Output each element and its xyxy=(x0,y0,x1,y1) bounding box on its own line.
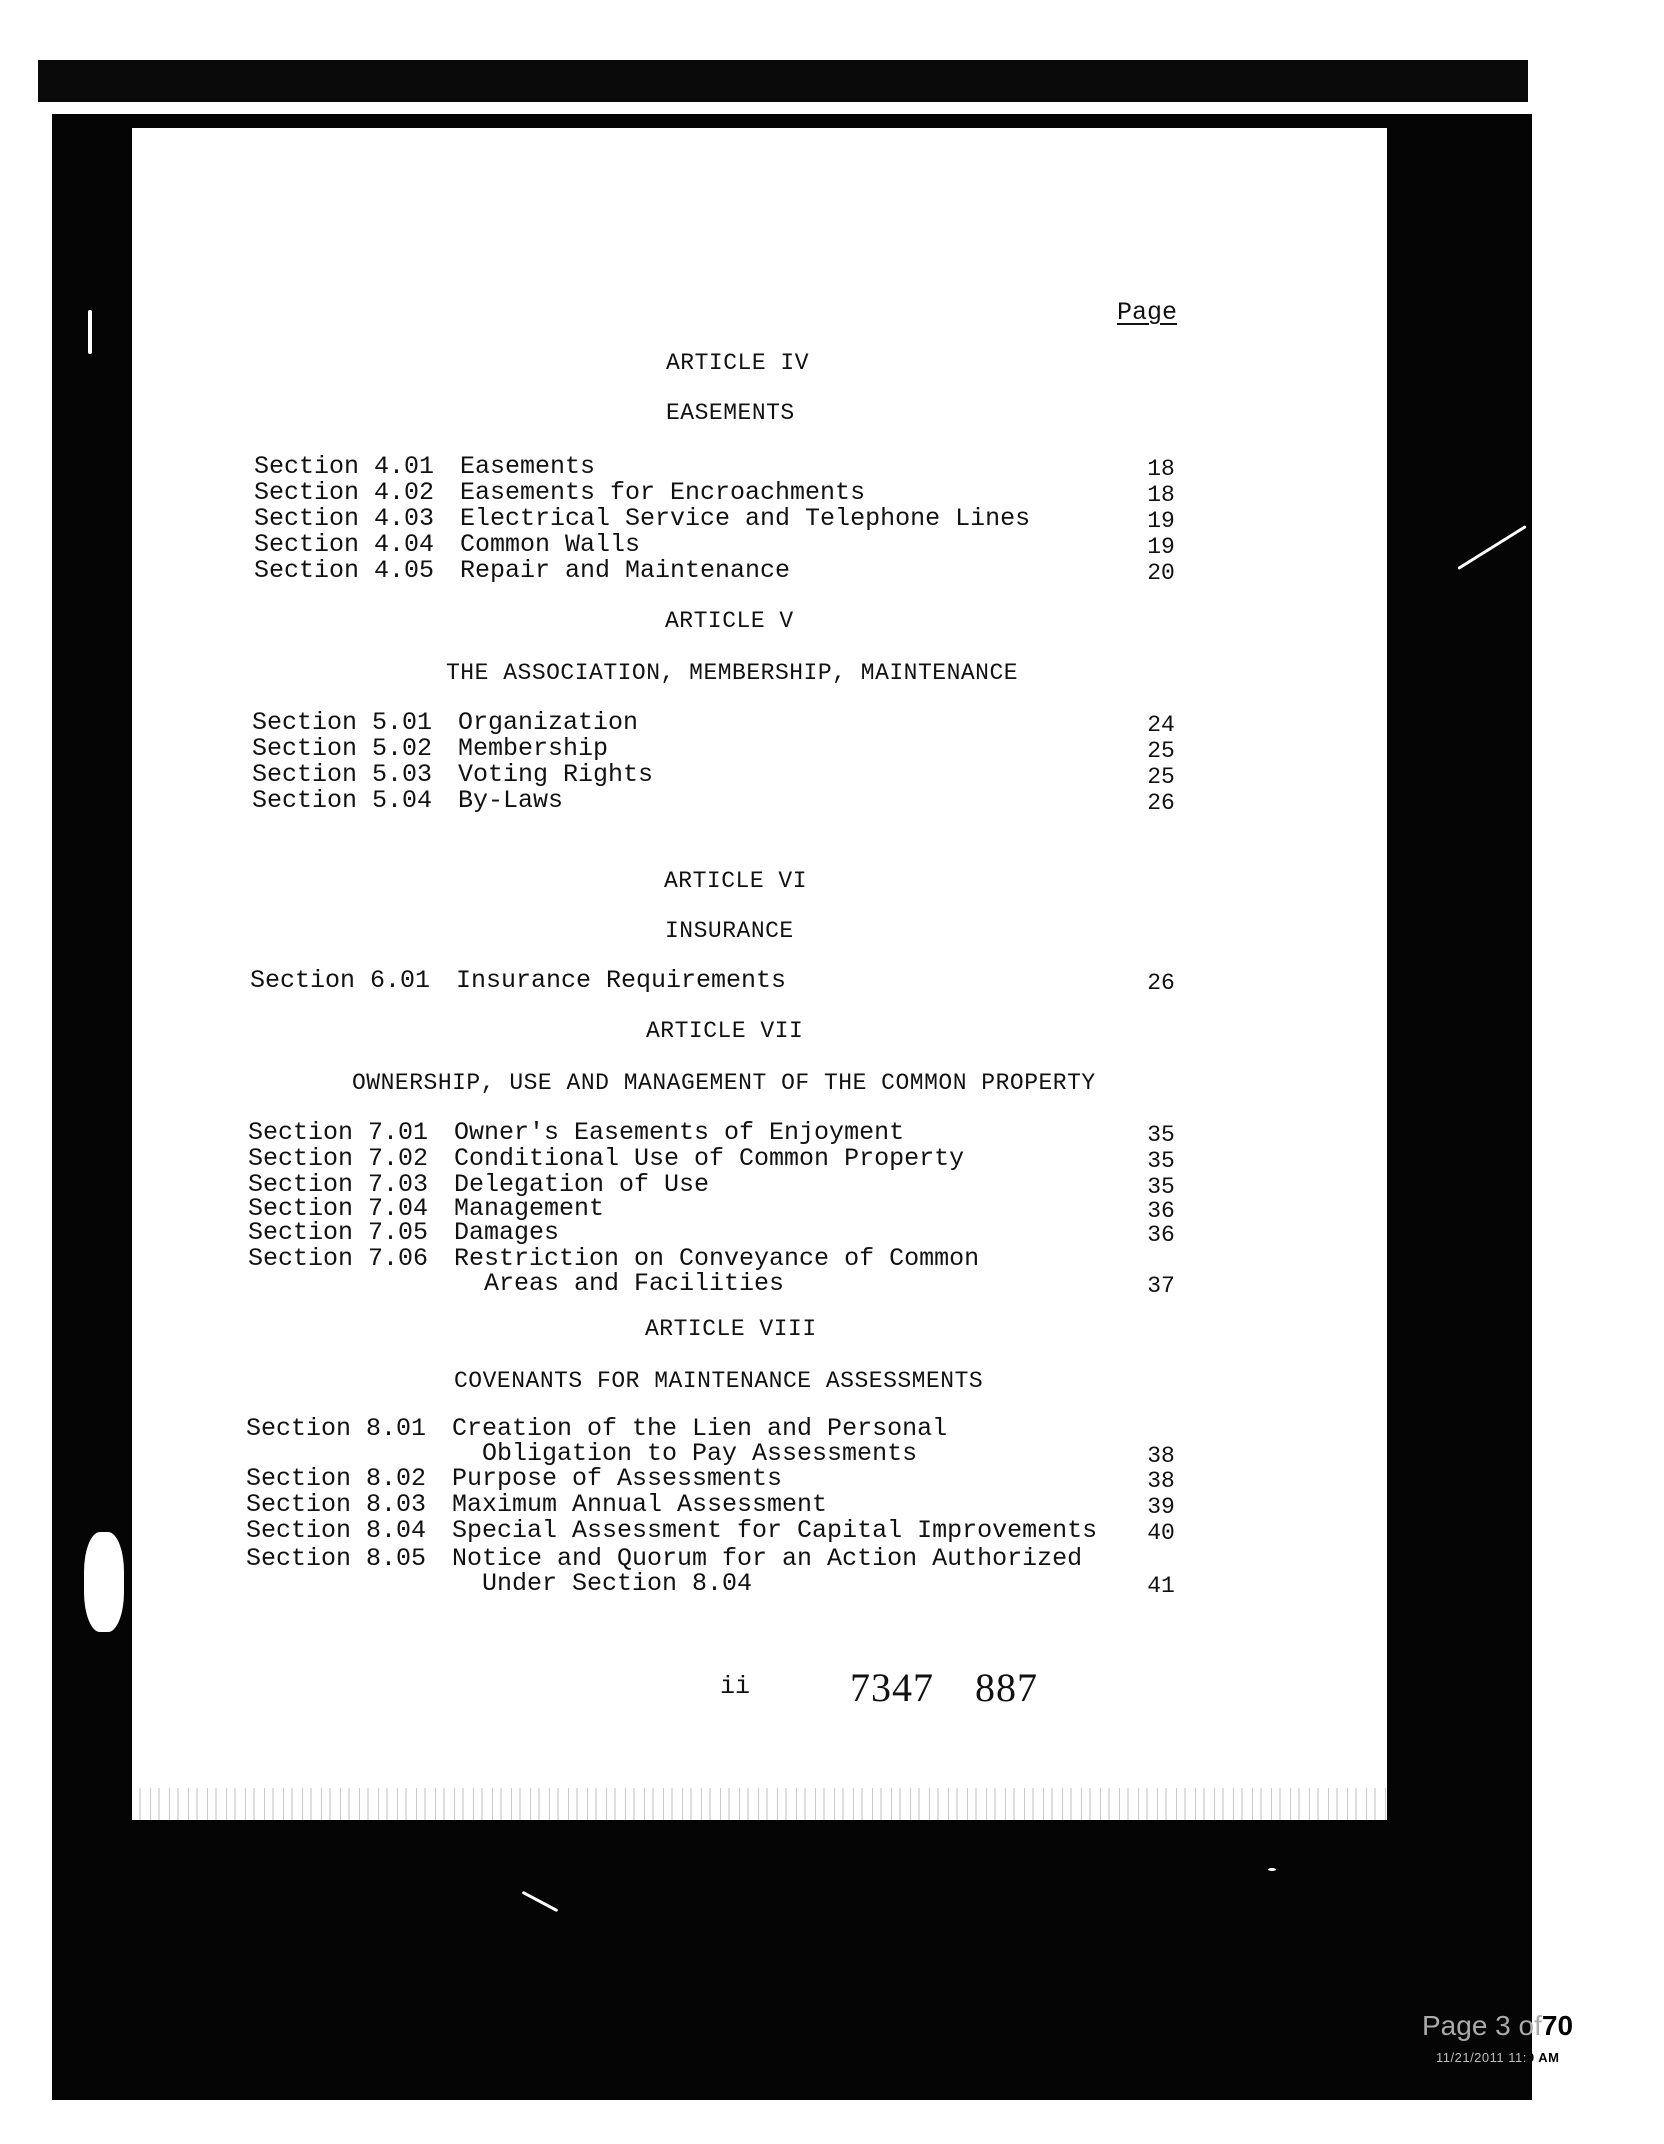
section-number: Section 5.02 xyxy=(252,734,433,763)
section-number: Section 7.01 xyxy=(248,1118,429,1147)
section-title: Restriction on Conveyance of Common xyxy=(454,1244,980,1273)
section-page-number: 19 xyxy=(1147,508,1175,534)
section-number: Section 7.06 xyxy=(248,1244,429,1273)
section-page-number: 38 xyxy=(1147,1468,1175,1494)
section-title: Delegation of Use xyxy=(454,1170,710,1199)
article-title: ARTICLE VIII xyxy=(645,1316,817,1342)
section-page-number: 37 xyxy=(1147,1273,1175,1299)
section-number: Section 5.04 xyxy=(252,786,433,815)
document-page xyxy=(132,128,1387,1820)
article-subtitle: OWNERSHIP, USE AND MANAGEMENT OF THE COMMON PROPERTY xyxy=(352,1070,1096,1096)
section-page-number: 25 xyxy=(1147,764,1175,790)
section-number: Section 4.03 xyxy=(254,504,435,533)
section-title: Creation of the Lien and Personal xyxy=(452,1414,948,1443)
section-title: Management xyxy=(454,1194,605,1223)
scan-top-border xyxy=(38,60,1528,102)
section-number: Section 7.05 xyxy=(248,1218,429,1247)
section-title: Owner's Easements of Enjoyment xyxy=(454,1118,905,1147)
viewer-total-pages: 70 xyxy=(1541,2010,1574,2041)
section-title: Easements for Encroachments xyxy=(460,478,866,507)
section-page-number: 41 xyxy=(1147,1573,1175,1599)
section-number: Section 5.01 xyxy=(252,708,433,737)
section-number: Section 4.01 xyxy=(254,452,435,481)
page-number-roman: ii xyxy=(720,1672,751,1701)
article-subtitle: INSURANCE xyxy=(665,918,794,944)
section-number: Section 7.02 xyxy=(248,1144,429,1173)
section-number: Section 7.04 xyxy=(248,1194,429,1223)
section-page-number: 18 xyxy=(1147,456,1175,482)
section-number: Section 8.02 xyxy=(246,1464,427,1493)
section-title: Electrical Service and Telephone Lines xyxy=(460,504,1031,533)
section-title: Organization xyxy=(458,708,639,737)
article-subtitle: COVENANTS FOR MAINTENANCE ASSESSMENTS xyxy=(454,1368,984,1394)
section-page-number: 38 xyxy=(1147,1443,1175,1469)
article-subtitle: THE ASSOCIATION, MEMBERSHIP, MAINTENANCE xyxy=(446,660,1019,686)
section-title: Insurance Requirements xyxy=(456,966,787,995)
viewer-timestamp-tail: 9 AM xyxy=(1526,2050,1560,2065)
section-page-number: 39 xyxy=(1147,1494,1175,1520)
viewer-page-label: Page 3 of xyxy=(1422,2010,1542,2041)
section-page-number: 25 xyxy=(1147,738,1175,764)
scan-artifact xyxy=(88,310,92,354)
section-number: Section 5.03 xyxy=(252,760,433,789)
viewer-page-indicator xyxy=(1422,2010,1573,2042)
viewer-timestamp xyxy=(1436,2050,1559,2065)
section-page-number: 18 xyxy=(1147,482,1175,508)
section-page-number: 35 xyxy=(1147,1148,1175,1174)
section-number: Section 4.05 xyxy=(254,556,435,585)
section-page-number: 36 xyxy=(1147,1198,1175,1224)
section-title: Easements xyxy=(460,452,596,481)
section-number: Section 8.01 xyxy=(246,1414,427,1443)
section-title: Repair and Maintenance xyxy=(460,556,791,585)
scan-noise-strip xyxy=(132,1788,1387,1820)
scan-artifact xyxy=(84,1532,124,1632)
article-title: ARTICLE V xyxy=(665,608,794,634)
recording-stamp: 7347 887 xyxy=(850,1665,1038,1710)
section-page-number: 20 xyxy=(1147,560,1175,586)
section-title: Maximum Annual Assessment xyxy=(452,1490,828,1519)
section-page-number: 36 xyxy=(1147,1222,1175,1248)
section-title: By-Laws xyxy=(458,786,564,815)
article-subtitle: EASEMENTS xyxy=(666,400,795,426)
section-title: Special Assessment for Capital Improvements xyxy=(452,1516,1098,1545)
viewer-timestamp-date: 11/21/2011 11: xyxy=(1436,2050,1527,2065)
section-number: Section 7.03 xyxy=(248,1170,429,1199)
section-page-number: 35 xyxy=(1147,1122,1175,1148)
scan-artifact xyxy=(1268,1868,1276,1871)
section-number: Section 8.03 xyxy=(246,1490,427,1519)
section-title: Membership xyxy=(458,734,609,763)
section-title: Conditional Use of Common Property xyxy=(454,1144,965,1173)
article-title: ARTICLE VI xyxy=(664,868,808,894)
scan-artifact xyxy=(208,1358,212,1362)
section-page-number: 24 xyxy=(1147,712,1175,738)
section-page-number: 26 xyxy=(1147,790,1175,816)
section-page-number: 26 xyxy=(1147,970,1175,996)
article-title: ARTICLE VII xyxy=(646,1018,804,1044)
section-page-number: 40 xyxy=(1147,1520,1175,1546)
section-number: Section 4.02 xyxy=(254,478,435,507)
section-title: Voting Rights xyxy=(458,760,654,789)
section-number: Section 8.05 xyxy=(246,1544,427,1573)
section-title: Damages xyxy=(454,1218,560,1247)
section-title-continuation: Obligation to Pay Assessments xyxy=(482,1439,918,1468)
article-title: ARTICLE IV xyxy=(666,350,810,376)
section-page-number: 19 xyxy=(1147,534,1175,560)
section-page-number: 35 xyxy=(1147,1174,1175,1200)
section-title-continuation: Under Section 8.04 xyxy=(482,1569,753,1598)
page-column-heading: Page xyxy=(1117,298,1178,327)
section-number: Section 8.04 xyxy=(246,1516,427,1545)
section-title: Notice and Quorum for an Action Authorized xyxy=(452,1544,1083,1573)
section-number: Section 4.04 xyxy=(254,530,435,559)
section-title: Common Walls xyxy=(460,530,641,559)
section-title-continuation: Areas and Facilities xyxy=(484,1269,785,1298)
section-title: Purpose of Assessments xyxy=(452,1464,783,1493)
section-number: Section 6.01 xyxy=(250,966,431,995)
